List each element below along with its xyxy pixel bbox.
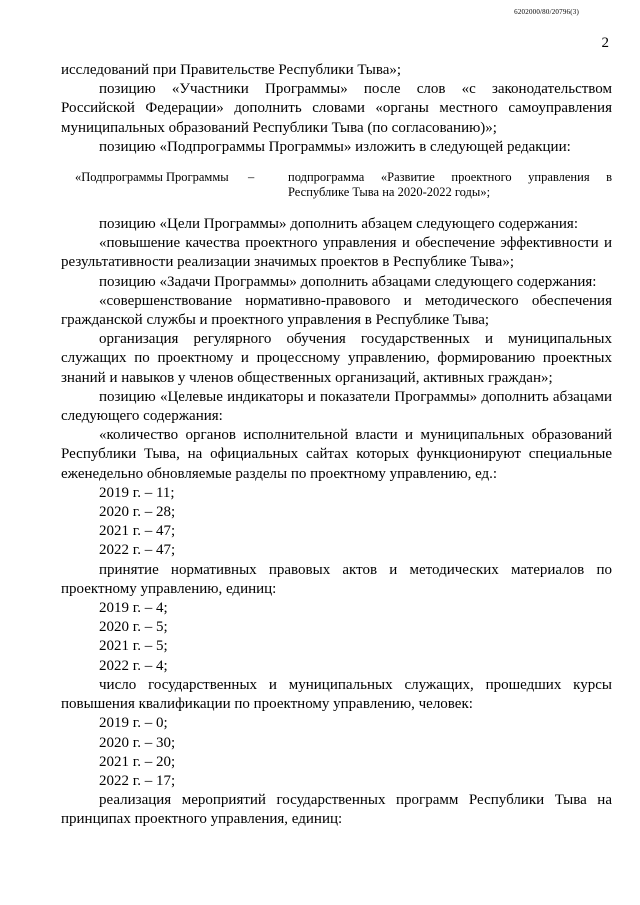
subprograms-label: «Подпрограммы Программы	[75, 170, 229, 185]
paragraph: позицию «Участники Программы» после слов «с законодательством Российской Федерации» дополнить словами «органы местного самоуправления муниципальных образований Республики Тыва (по согласованию)»;	[61, 81, 612, 136]
list-item: 2021 г. – 5;	[99, 638, 168, 655]
paragraph: организация регулярного обучения государственных и муниципальных служащих по проектному и процессному управлению, формированию проектных знаний и навыков у членов общественных организаций, активных граждан»;	[61, 331, 612, 386]
paragraph: позицию «Задачи Программы» дополнить абзацами следующего содержания:	[99, 273, 597, 290]
list-item: 2020 г. – 30;	[99, 734, 176, 751]
paragraph: принятие нормативных правовых актов и методических материалов по проектному управлению, единиц:	[61, 561, 612, 597]
paragraph: «повышение качества проектного управления и обеспечение эффективности и результативности реализации значимых проектов в Республике Тыва»;	[61, 235, 612, 271]
list-item: 2020 г. – 5;	[99, 619, 168, 636]
paragraph: позицию «Подпрограммы Программы» изложить в следующей редакции:	[99, 138, 571, 155]
list-item: 2022 г. – 4;	[99, 657, 168, 674]
list-item: 2022 г. – 17;	[99, 772, 176, 789]
paragraph: «совершенствование нормативно-правового и методического обеспечения гражданской службы и проектного управления в Республике Тыва;	[61, 292, 612, 329]
paragraph: число государственных и муниципальных служащих, прошедших курсы повышения квалификации по проектному управлению, человек:	[61, 676, 612, 713]
paragraph: позицию «Целевые индикаторы и показатели Программы» дополнить абзацами следующего содержания:	[61, 388, 612, 425]
subprograms-dash: –	[248, 170, 255, 185]
paragraph: позицию «Цели Программы» дополнить абзацем следующего содержания:	[99, 216, 578, 233]
subprograms-text: подпрограмма «Развитие проектного управления в Республике Тыва на 2020-2022 годы»;	[288, 170, 612, 200]
list-item: 2021 г. – 47;	[99, 523, 176, 540]
paragraph: «количество органов исполнительной власти и муниципальных образований Республики Тыва, на официальных сайтах которых функционируют специальные еженедельно обновляемые разделы по проектному управлению, ед.:	[61, 427, 612, 482]
document-body	[61, 61, 612, 830]
list-item: 2019 г. – 11;	[99, 484, 175, 501]
list-item: 2019 г. – 0;	[99, 715, 168, 732]
subprograms-row	[61, 170, 612, 200]
list-item: 2019 г. – 4;	[99, 600, 168, 617]
document-code: 6202000/80/20796(3)	[514, 8, 579, 16]
list-item: 2021 г. – 20;	[99, 753, 176, 770]
page-number: 2	[601, 35, 609, 51]
paragraph: исследований при Правительстве Республики Тыва»;	[61, 62, 402, 78]
list-item: 2022 г. – 47;	[99, 542, 176, 559]
paragraph: реализация мероприятий государственных программ Республики Тыва на принципах проектного управления, единиц:	[61, 792, 612, 828]
list-item: 2020 г. – 28;	[99, 504, 176, 521]
